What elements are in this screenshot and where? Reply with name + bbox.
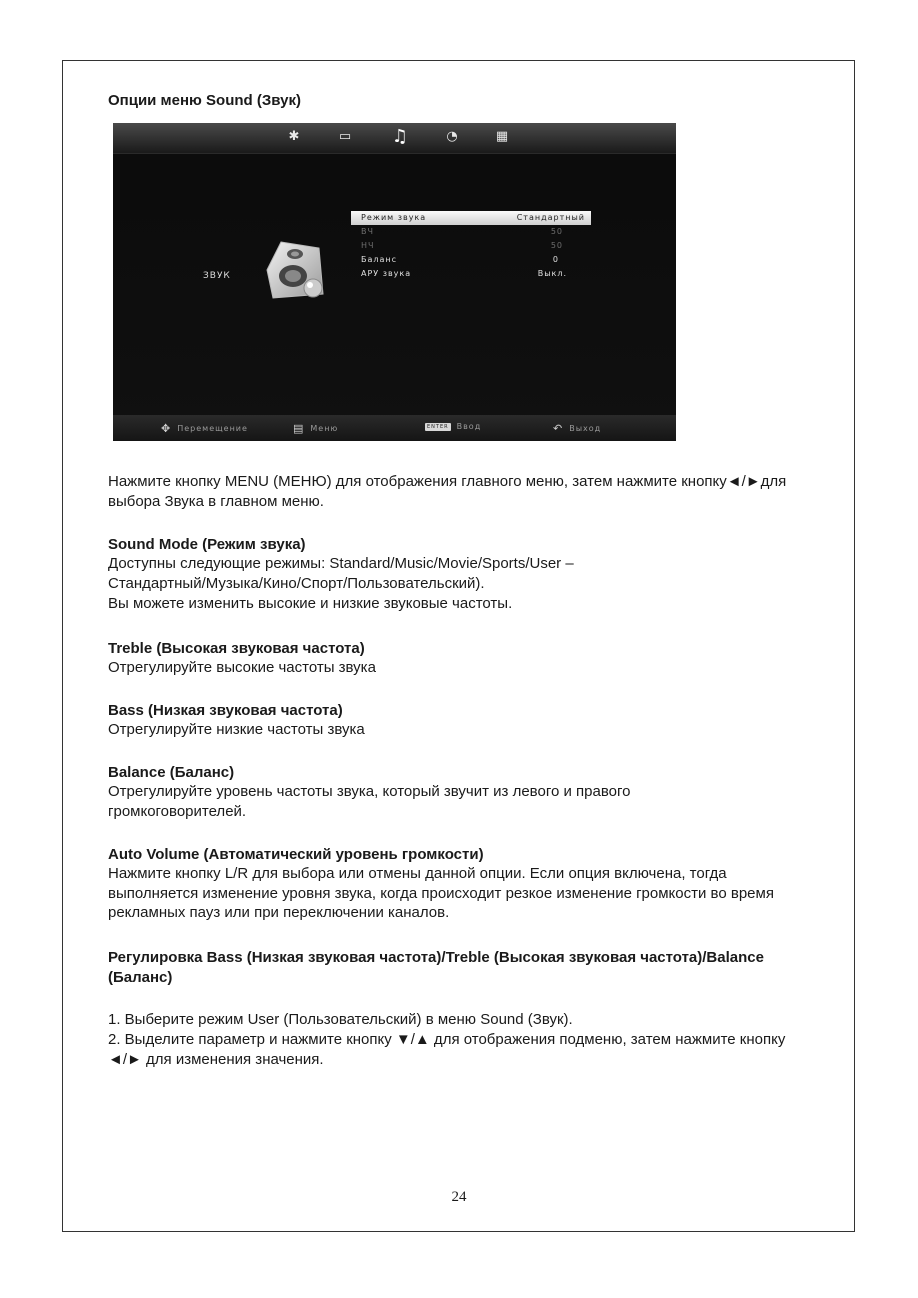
auto-volume-heading: Auto Volume (Автоматический уровень громкости) <box>108 846 484 863</box>
adjust-step-2: 2. Выделите параметр и нажмите кнопку ▼/▲ для отображения подменю, затем нажмите кнопку ◄/► для изменения значения. <box>108 1031 786 1068</box>
speaker-icon <box>263 240 335 300</box>
sound-mode-heading: Sound Mode (Режим звука) <box>108 536 306 553</box>
auto-volume-text: Нажмите кнопку L/R для выбора или отмены данной опции. Если опция включена, тогда выполняется изменение уровня звука, когда происходит резкое изменение громкости во время рекламных пауз или при переключении каналов. <box>108 865 774 921</box>
balance-heading: Balance (Баланс) <box>108 764 235 781</box>
sound-mode-row[interactable] <box>351 211 591 225</box>
tv-hint-bar <box>113 415 676 441</box>
enter-icon: ENTER <box>427 423 449 430</box>
dpad-icon: ✥ <box>161 422 172 435</box>
grid-icon: ▦ <box>495 129 509 144</box>
menu-hint-label: Меню <box>310 424 339 433</box>
row-value: 0 <box>552 255 559 264</box>
top-divider <box>113 153 676 154</box>
row-label: НЧ <box>361 241 375 250</box>
sound-mode-line-1: Доступны следующие режимы: Standard/Music/Movie/Sports/User – <box>108 555 574 572</box>
sound-mode-line-2: Стандартный/Музыка/Кино/Спорт/Пользовательский). <box>108 575 485 592</box>
page-number: 24 <box>451 1189 467 1205</box>
intro-paragraph: Нажмите кнопку MENU (МЕНЮ) для отображения главного меню, затем нажмите кнопку◄/►для выбора Звука в главном меню. <box>108 473 787 510</box>
category-label: ЗВУК <box>203 271 231 281</box>
balance-row[interactable] <box>351 253 591 267</box>
section-title: Опции меню Sound (Звук) <box>108 92 301 109</box>
row-label: АРУ звука <box>361 269 412 278</box>
auto-volume-row[interactable] <box>351 267 591 281</box>
move-hint-label: Перемещение <box>177 424 248 433</box>
treble-row[interactable] <box>351 225 591 239</box>
bass-text: Отрегулируйте низкие частоты звука <box>108 721 365 738</box>
adjust-step-1: 1. Выберите режим User (Пользовательский) в меню Sound (Звук). <box>108 1011 573 1028</box>
bass-heading: Bass (Низкая звуковая частота) <box>108 702 343 719</box>
row-value: Выкл. <box>537 269 567 278</box>
treble-text: Отрегулируйте высокие частоты звука <box>108 659 376 676</box>
return-icon: ↶ <box>553 422 564 435</box>
row-label: Баланс <box>361 255 398 264</box>
exit-hint-label: Выход <box>569 424 602 433</box>
adjust-heading: Регулировка Bass (Низкая звуковая частота)/Treble (Высокая звуковая частота)/Balance (Баланс) <box>108 949 764 986</box>
monitor-icon: ▭ <box>338 129 352 144</box>
music-note-icon: ♫ <box>391 126 409 147</box>
enter-hint-label: Ввод <box>456 422 482 431</box>
row-value: Стандартный <box>516 213 585 222</box>
tv-top-bar <box>113 123 676 153</box>
move-hint <box>161 422 248 435</box>
row-value: 50 <box>550 227 563 236</box>
balance-text: Отрегулируйте уровень частоты звука, который звучит из левого и правого громкоговорителей. <box>108 783 631 820</box>
row-label: Режим звука <box>361 213 427 222</box>
sound-mode-line-3: Вы можете изменить высокие и низкие звуковые частоты. <box>108 595 513 612</box>
menu-hint <box>293 422 338 435</box>
bass-row[interactable] <box>351 239 591 253</box>
row-value: 50 <box>550 241 563 250</box>
treble-heading: Treble (Высокая звуковая частота) <box>108 640 365 657</box>
exit-hint <box>553 422 601 435</box>
sound-settings-list <box>351 211 591 281</box>
tv-menu-screenshot <box>113 123 676 441</box>
gear-icon: ✱ <box>288 129 300 144</box>
menu-icon: ▤ <box>293 422 305 435</box>
enter-hint <box>425 422 481 431</box>
row-label: ВЧ <box>361 227 374 236</box>
clock-icon: ◔ <box>446 129 458 144</box>
